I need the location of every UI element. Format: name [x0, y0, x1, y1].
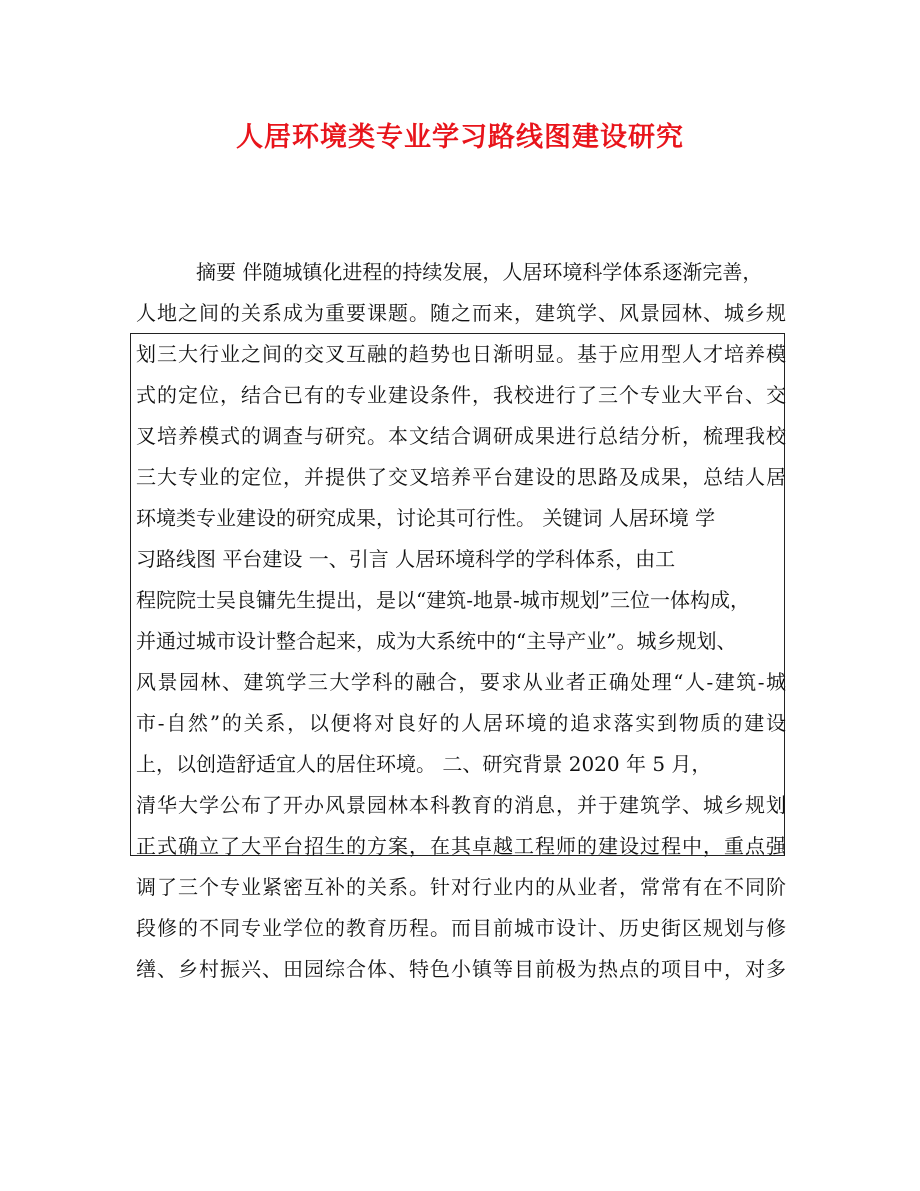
- body-line-16: 调了三个专业紧密互补的关系。针对行业内的从业者，常常有在不同阶: [136, 875, 786, 899]
- body-line-4: 式的定位，结合已有的专业建设条件，我校进行了三个专业大平台、交: [136, 383, 786, 407]
- body-line-6: 三大专业的定位，并提供了交叉培养平台建设的思路及成果，总结人居: [136, 465, 786, 489]
- body-line-2: 人地之间的关系成为重要课题。随之而来，建筑学、风景园林、城乡规: [136, 301, 786, 325]
- body-line-9: 程院院士吴良镛先生提出，是以“建筑-地景-城市规划”三位一体构成，: [136, 588, 750, 612]
- body-line-15: 正式确立了大平台招生的方案，在其卓越工程师的建设过程中，重点强: [136, 834, 786, 858]
- body-line-14: 清华大学公布了开办风景园林本科教育的消息，并于建筑学、城乡规划: [136, 793, 786, 817]
- body-line-5: 叉培养模式的调查与研究。本文结合调研成果进行总结分析，梳理我校: [136, 424, 786, 448]
- document-title: 人居环境类专业学习路线图建设研究: [236, 122, 684, 153]
- body-line-11: 风景园林、建筑学三大学科的融合，要求从业者正确处理“人-建筑-城: [136, 670, 786, 694]
- document-body: [136, 252, 786, 990]
- body-line-12: 市-自然”的关系，以便将对良好的人居环境的追求落实到物质的建设: [136, 711, 786, 735]
- body-line-17: 段修的不同专业学位的教育历程。而目前城市设计、历史街区规划与修: [136, 916, 786, 940]
- body-line-18: 缮、乡村振兴、田园综合体、特色小镇等目前极为热点的项目中，对多: [136, 957, 786, 981]
- body-line-13: 上，以创造舒适宜人的居住环境。 二、研究背景 2020 年 5 月，: [136, 752, 712, 776]
- body-line-10: 并通过城市设计整合起来，成为大系统中的“主导产业”。城乡规划、: [136, 629, 737, 653]
- body-line-3: 划三大行业之间的交叉互融的趋势也日渐明显。基于应用型人才培养模: [136, 342, 786, 366]
- body-line-7: 环境类专业建设的研究成果，讨论其可行性。 关键词 人居环境 学: [136, 506, 716, 530]
- body-line-1: 摘要 伴随城镇化进程的持续发展，人居环境科学体系逐渐完善，: [196, 260, 763, 284]
- body-line-8: 习路线图 平台建设 一、引言 人居环境科学的学科体系，由工: [136, 547, 676, 571]
